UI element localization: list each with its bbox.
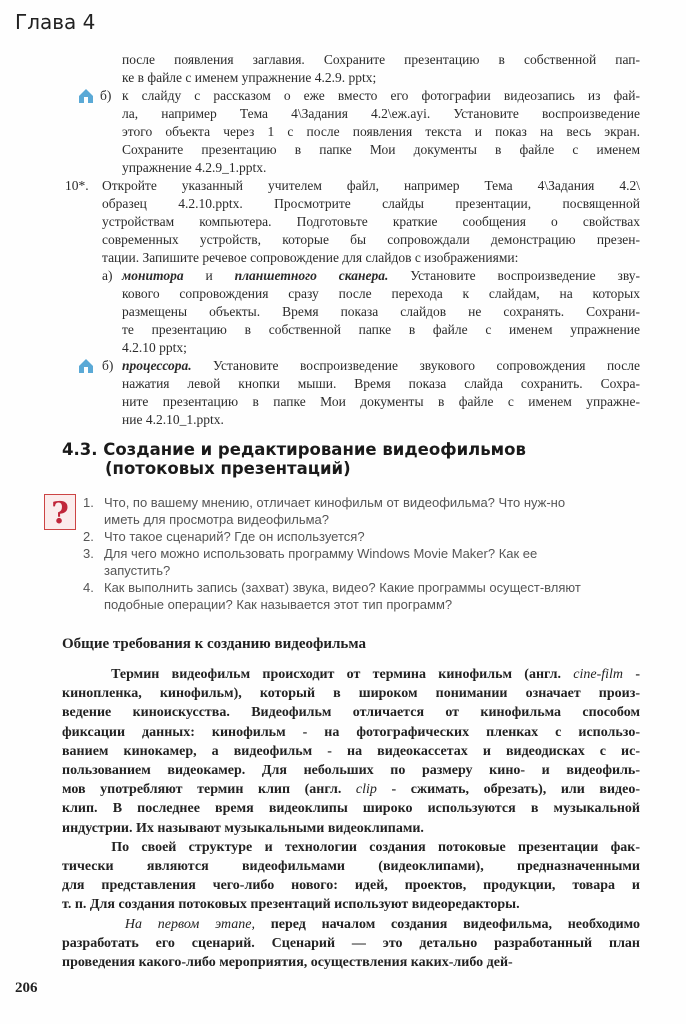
text-line: ние 4.2.10_1.pptx.: [122, 412, 224, 427]
task-9b-item: [0, 87, 686, 177]
text-line: для представления чего-либо нового: идей, проектов, продукции, товара и: [62, 878, 640, 894]
text-line: те презентацию в собственной папке в файле с именем упражнение: [122, 322, 640, 337]
text-line: проведения какого-либо мероприятия, осуществления каких-либо дей-: [62, 955, 513, 971]
text-line: индустрии. Их называют музыкальными видеоклипами.: [62, 820, 424, 836]
text-line: мов употребляют термин клип (англ. clip - сжимать, обрезать), или видео-: [62, 782, 640, 798]
question-item: [83, 528, 583, 545]
text-line: Откройте указанный учителем файл, например Тема 4\Задания 4.2\: [102, 178, 640, 193]
text-line: Сохраните презентацию в папке Мои документы в файле с именем: [122, 142, 640, 157]
svg-text:?: ?: [51, 496, 69, 530]
text-line: к слайду с рассказом о еже вместо его фотографии видеозапись из фай-: [122, 88, 640, 103]
question-text: Как выполнить запись (захват) звука, видео? Какие программы осущест-вляют подобные операции? Как называется этот тип программ?: [104, 580, 581, 612]
item-label: б): [102, 358, 114, 373]
text-line: тически являются видеофильмами (видеоклипами), предназначенными: [62, 859, 640, 875]
text-line: современных устройств, которые бы сопровождали демонстрацию презен-: [102, 232, 640, 247]
text-line: ванием кинокамер, а видеофильм - на видеокассетах и видеодисках с ис-: [62, 743, 640, 759]
page-number: 206: [15, 980, 38, 996]
task-10a-item: [0, 267, 686, 357]
question-number: 3.: [83, 546, 94, 561]
text-line: тации. Запишите речевое сопровождение для слайдов с изображениями:: [102, 250, 519, 265]
body-text: [62, 665, 640, 972]
text-line: устройствам компьютера. Подготовьте краткие сообщения о свойствах: [102, 214, 640, 229]
chapter-header: Глава 4: [15, 10, 96, 34]
question-mark-icon: [44, 494, 76, 530]
home-task-icon: [78, 358, 94, 374]
question-item: [83, 494, 583, 528]
section-title-line1: 4.3. Создание и редактирование видеофильмов: [62, 440, 526, 459]
question-number: 1.: [83, 495, 94, 510]
text-line: нажатия левой кнопки мыши. Время показа слайда сохранить. Сохра-: [122, 376, 640, 391]
task-9a-item: [0, 51, 686, 87]
text-line: По своей структуре и технологии создания потоковые презентации фак-: [62, 839, 640, 855]
task-9a-continuation: [122, 51, 640, 87]
text-line: ке в файле с именем упражнение 4.2.9. pptx;: [122, 70, 377, 85]
question-text: Что такое сценарий? Где он используется?: [104, 529, 365, 544]
text-line: Термин видеофильм происходит от термина кинофильм (англ. cine-film -: [62, 667, 640, 682]
task-10: [102, 177, 640, 267]
task-9b: [122, 87, 640, 177]
subheading: Общие требования к созданию видеофильма: [62, 636, 366, 652]
task-10b-item: [0, 357, 686, 429]
task-10b: [122, 357, 640, 429]
text-line: упражнение 4.2.9_1.pptx.: [122, 160, 267, 175]
section-heading: [62, 440, 526, 478]
body-paragraph: [62, 838, 640, 915]
body-paragraph: [62, 665, 640, 838]
text-line: ните презентацию в папке Мои документы в файле с именем упражне-: [122, 394, 640, 409]
question-number: 4.: [83, 580, 94, 595]
review-questions: [83, 494, 583, 613]
question-item: [83, 545, 583, 579]
text-line: пользованием видеокамер. Для небольших по размеру кино- и видеофиль-: [62, 763, 640, 779]
item-label: а): [102, 268, 113, 283]
home-task-icon: [78, 88, 94, 104]
text-line: фиксации данных: кинофильм - на фотографических пленках с использо-: [62, 724, 640, 740]
text-line: ведение киноискусства. Видеофильм отличается от кинофильма способом: [62, 705, 640, 721]
text-line: кового сопровождения сразу после перехода к слайдам, на которых: [122, 286, 640, 301]
question-item: [83, 579, 583, 613]
text-line: кинопленка, кинофильм), который в широком понимании означает произ-: [62, 686, 640, 702]
item-label: б): [100, 88, 112, 103]
text-line: процессора. Установите воспроизведение звукового сопровождения после: [122, 358, 640, 373]
task-10a: [122, 267, 640, 357]
tasks-section: [0, 51, 686, 429]
section-title-line2: (потоковых презентаций): [105, 459, 351, 478]
text-line: этого объекта через 1 с после появления текста и показ на весь экран.: [122, 124, 640, 139]
text-line: после появления заглавия. Сохраните презентацию в собственной пап-: [122, 52, 640, 67]
text-line: клип. В последнее время видеоклипы широко используются в музыкальной: [62, 801, 640, 817]
question-text: Для чего можно использовать программу Windows Movie Maker? Как ее запустить?: [104, 546, 538, 578]
text-line: На первом этапе, перед началом создания видеофильма, необходимо: [124, 916, 641, 932]
question-number: 2.: [83, 529, 94, 544]
text-line: т. п. Для создания потоковых презентаций используют видеоредакторы.: [62, 897, 520, 913]
body-paragraph: [62, 915, 640, 973]
text-line: 4.2.10 pptx;: [122, 340, 187, 355]
task-number: 10*.: [65, 178, 89, 193]
text-line: ла, например Тема 4\Задания 4.2\еж.ayi. Установите воспроизведение: [122, 106, 640, 121]
text-line: размещены объекты. Время показа слайдов не сохранять. Сохрани-: [122, 304, 640, 319]
text-line: разработать его сценарий. Сценарий — это детально разработанный план: [62, 935, 640, 951]
text-line: образец 4.2.10.pptx. Просмотрите слайды презентации, посвященной: [102, 196, 640, 211]
question-text: Что, по вашему мнению, отличает кинофильм от видеофильма? Что нуж-но иметь для просмотра видеофильма?: [104, 495, 566, 527]
text-line: монитора и планшетного сканера. Установите воспроизведение зву-: [122, 268, 640, 283]
task-10-item: [0, 177, 686, 267]
